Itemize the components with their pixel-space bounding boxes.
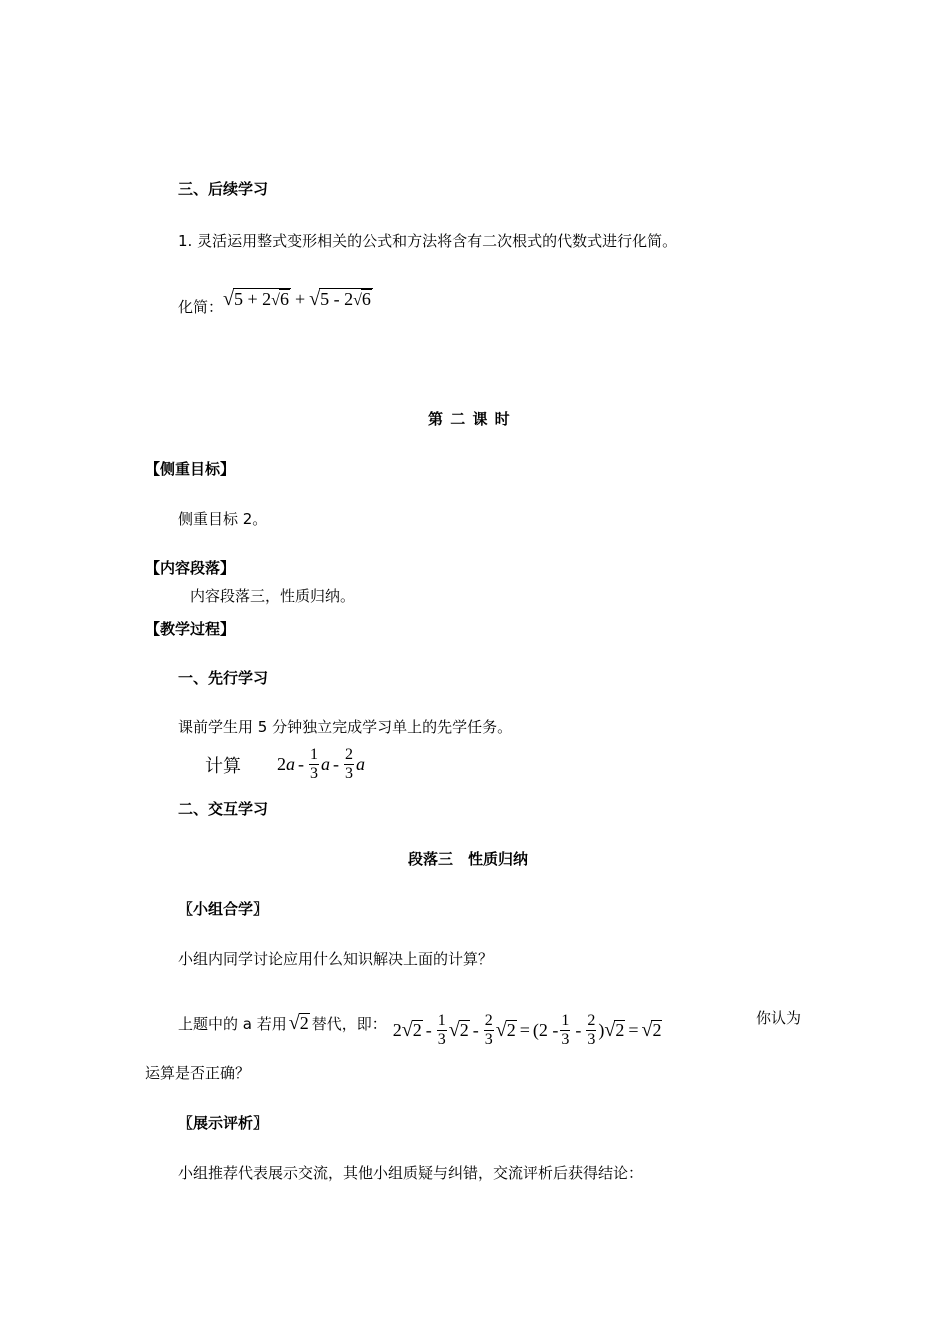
fraction-1-3: $\frac{1}{3}$ — [310, 746, 318, 782]
substitution-line — [178, 998, 662, 1049]
plus-sign: + — [294, 289, 306, 309]
calc-var: a — [286, 754, 295, 774]
calc-label: 计算 — [205, 755, 241, 776]
substitution-middle: 替代，即： — [311, 1015, 387, 1033]
content-text: 内容段落三，性质归纳。 — [190, 587, 356, 605]
paragraph-title: 段落三 性质归纳 — [408, 850, 529, 868]
goal-heading: 【侧重目标】 — [145, 460, 236, 478]
pre-study-heading: 一、先行学习 — [178, 669, 269, 687]
show-analysis-heading: 〖展示评析〗 — [178, 1114, 269, 1132]
simplify-expression — [223, 288, 373, 311]
radical-2: √5 - 2√6 — [309, 288, 371, 310]
lesson-title: 第 二 课 时 — [428, 410, 511, 428]
calc-expression — [205, 746, 365, 783]
followup-item-1: 1. 灵活运用整式变形相关的公式和方法将含有二次根式的代数式进行化简。 — [178, 232, 678, 250]
goal-text: 侧重目标 2。 — [178, 510, 268, 528]
radical-1: √5 + 2√6 — [223, 288, 289, 310]
simplify-line — [178, 282, 373, 317]
process-heading: 【教学过程】 — [145, 620, 236, 638]
content-heading: 【内容段落】 — [145, 559, 236, 577]
substitution-suffix: 你认为 — [756, 1009, 802, 1027]
substitution-prefix: 上题中的 a 若用 — [178, 1015, 287, 1033]
minus-sign: - — [298, 754, 304, 774]
minus-sign: - — [333, 754, 339, 774]
simplify-label: 化简： — [178, 298, 224, 316]
pre-study-text: 课前学生用 5 分钟独立完成学习单上的先学任务。 — [178, 718, 513, 736]
substitution-continue: 运算是否正确？ — [145, 1064, 251, 1082]
substitution-equation: 2 √2 - $\frac{1}{3}$ √2 - $\frac{2}{3}$ √2 = (2 - $\frac{1}{3}$ - $\frac{2}{3}$ ) √2 = √2 — [392, 1012, 662, 1048]
group-study-heading: 〖小组合学〗 — [178, 900, 269, 918]
calc-term-coef: 2 — [277, 754, 286, 774]
section-heading-followup: 三、后续学习 — [178, 180, 269, 198]
calc-var: a — [321, 754, 330, 774]
group-study-text: 小组内同学讨论应用什么知识解决上面的计算？ — [178, 950, 494, 968]
calc-var: a — [356, 754, 365, 774]
root-2: √2 — [288, 1012, 309, 1034]
fraction-2-3: $\frac{2}{3}$ — [345, 746, 353, 782]
show-analysis-text: 小组推荐代表展示交流，其他小组质疑与纠错，交流评析后获得结论： — [178, 1164, 644, 1182]
interactive-heading: 二、交互学习 — [178, 800, 269, 818]
